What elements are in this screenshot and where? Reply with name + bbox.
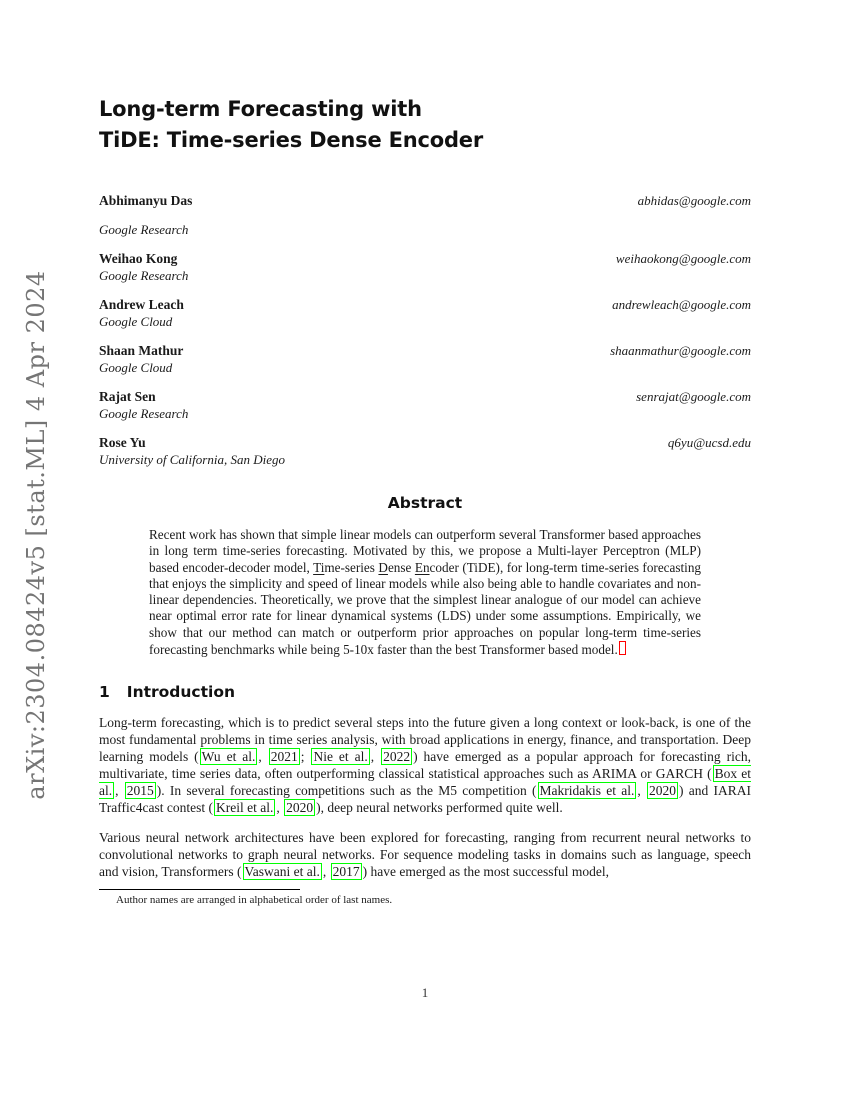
author-email: abhidas@google.com (637, 193, 751, 208)
author-row (99, 251, 751, 266)
author-email: andrewleach@google.com (612, 297, 751, 312)
author-email: shaanmathur@google.com (610, 343, 751, 358)
citation-link[interactable]: 2022 (383, 749, 411, 765)
citation-link[interactable]: 2017 (332, 864, 360, 880)
author-affiliation: Google Research (99, 406, 189, 421)
author-row (99, 343, 751, 358)
author-name: Weihao Kong (99, 251, 178, 266)
citation-link[interactable]: Makridakis et al. (539, 783, 635, 799)
citation-link[interactable]: Vaswani et al. (244, 864, 320, 880)
author-row (99, 297, 751, 312)
author-email: senrajat@google.com (636, 389, 751, 404)
author-row (99, 193, 751, 208)
paper-title (99, 94, 751, 156)
section-heading-introduction (99, 683, 751, 701)
underlined-text: En (414, 559, 430, 575)
citation-link[interactable]: 2015 (126, 783, 154, 799)
author-name: Andrew Leach (99, 297, 184, 312)
author-affiliation: Google Cloud (99, 360, 173, 375)
underlined-text: D (378, 559, 388, 575)
paper-content (99, 0, 751, 1000)
author-affiliation: Google Research (99, 222, 189, 237)
author-block (99, 343, 751, 375)
author-affiliation: University of California, San Diego (99, 452, 285, 467)
author-block (99, 193, 751, 237)
citation-link[interactable]: 2021 (270, 749, 298, 765)
author-block (99, 389, 751, 421)
section-number: 1 (99, 683, 110, 702)
paper-title-line2: TiDE: Time-series Dense Encoder (99, 128, 484, 152)
author-row (99, 435, 751, 450)
footnote-marker-link[interactable] (619, 641, 626, 655)
intro-paragraph-2: Various neural network architectures have been explored for forecasting, ranging from recurrent neural networks to convolutional networks to graph neural networks. For sequence modeling tasks in domains such as language, speech and vision, Transformers ( Vaswani et al. , 2017 ) have emerged as the most successful model, (99, 830, 751, 880)
author-list (99, 193, 751, 467)
citation-link[interactable]: Box et al. (99, 766, 751, 799)
author-affiliation: Google Research (99, 268, 189, 283)
author-name: Rose Yu (99, 435, 146, 450)
citation-link[interactable]: 2020 (286, 800, 314, 816)
citation-link[interactable]: Kreil et al. (215, 800, 274, 816)
author-email: q6yu@ucsd.edu (667, 435, 751, 450)
author-block (99, 251, 751, 283)
author-block (99, 297, 751, 329)
page-number: 1 (421, 985, 429, 1000)
footnote-rule (99, 889, 300, 890)
underlined-text: Ti (313, 559, 325, 575)
author-email: weihaokong@google.com (615, 251, 751, 266)
author-name: Abhimanyu Das (99, 193, 193, 208)
author-affiliation: Google Cloud (99, 314, 173, 329)
abstract-text: Recent work has shown that simple linear models can outperform several Transformer based approaches in long term time-series forecasting. Motivated by this, we propose a Multi-layer Perceptron (MLP) based encoder-decoder model, Time-series Dense Encoder (TiDE), for long-term time-series forecasting that enjoys the simplicity and speed of linear models while also being able to handle covariates and non-linear dependencies. Theoretically, we prove that the simplest linear analogue of our model can achieve near optimal error rate for linear dynamical systems (LDS) under some assumptions. Empirically, we show that our method can match or outperform prior approaches on popular long-term time-series forecasting benchmarks while being 5-10x faster than the best Transformer based model. (149, 527, 702, 658)
author-row (99, 389, 751, 404)
citation-link[interactable]: 2020 (649, 783, 677, 799)
author-block (99, 435, 751, 467)
arxiv-watermark: arXiv:2304.08424v5 [stat.ML] 4 Apr 2024 (22, 270, 50, 800)
author-name: Shaan Mathur (99, 343, 184, 358)
citation-link[interactable]: Nie et al. (313, 749, 368, 765)
paper-title-line1: Long-term Forecasting with (99, 97, 422, 121)
intro-paragraph-1: Long-term forecasting, which is to predict several steps into the future given a long context or look-back, is one of the most fundamental problems in time series analysis, with broad applications in energy, finance, and transportation. Deep learning models ( Wu et al. , 2021 ; Nie et al. , 2022 ) have emerged as a popular approach for forecasting rich, multivariate, time series data, often outperforming classical statistical approaches such as ARIMA or GARCH ( Box et al. , 2015 ). In several forecasting competitions such as the M5 competition ( Makridakis et al. , 2020 ) and IARAI Traffic4cast contest ( Kreil et al. , 2020 ), deep neural networks performed quite well. (99, 715, 751, 816)
citation-link[interactable]: Wu et al. (201, 749, 256, 765)
section-title: Introduction (126, 683, 236, 702)
abstract-heading: Abstract (387, 494, 463, 512)
footnote-text: Author names are arranged in alphabetical order of last names. (116, 894, 393, 907)
author-name: Rajat Sen (99, 389, 156, 404)
